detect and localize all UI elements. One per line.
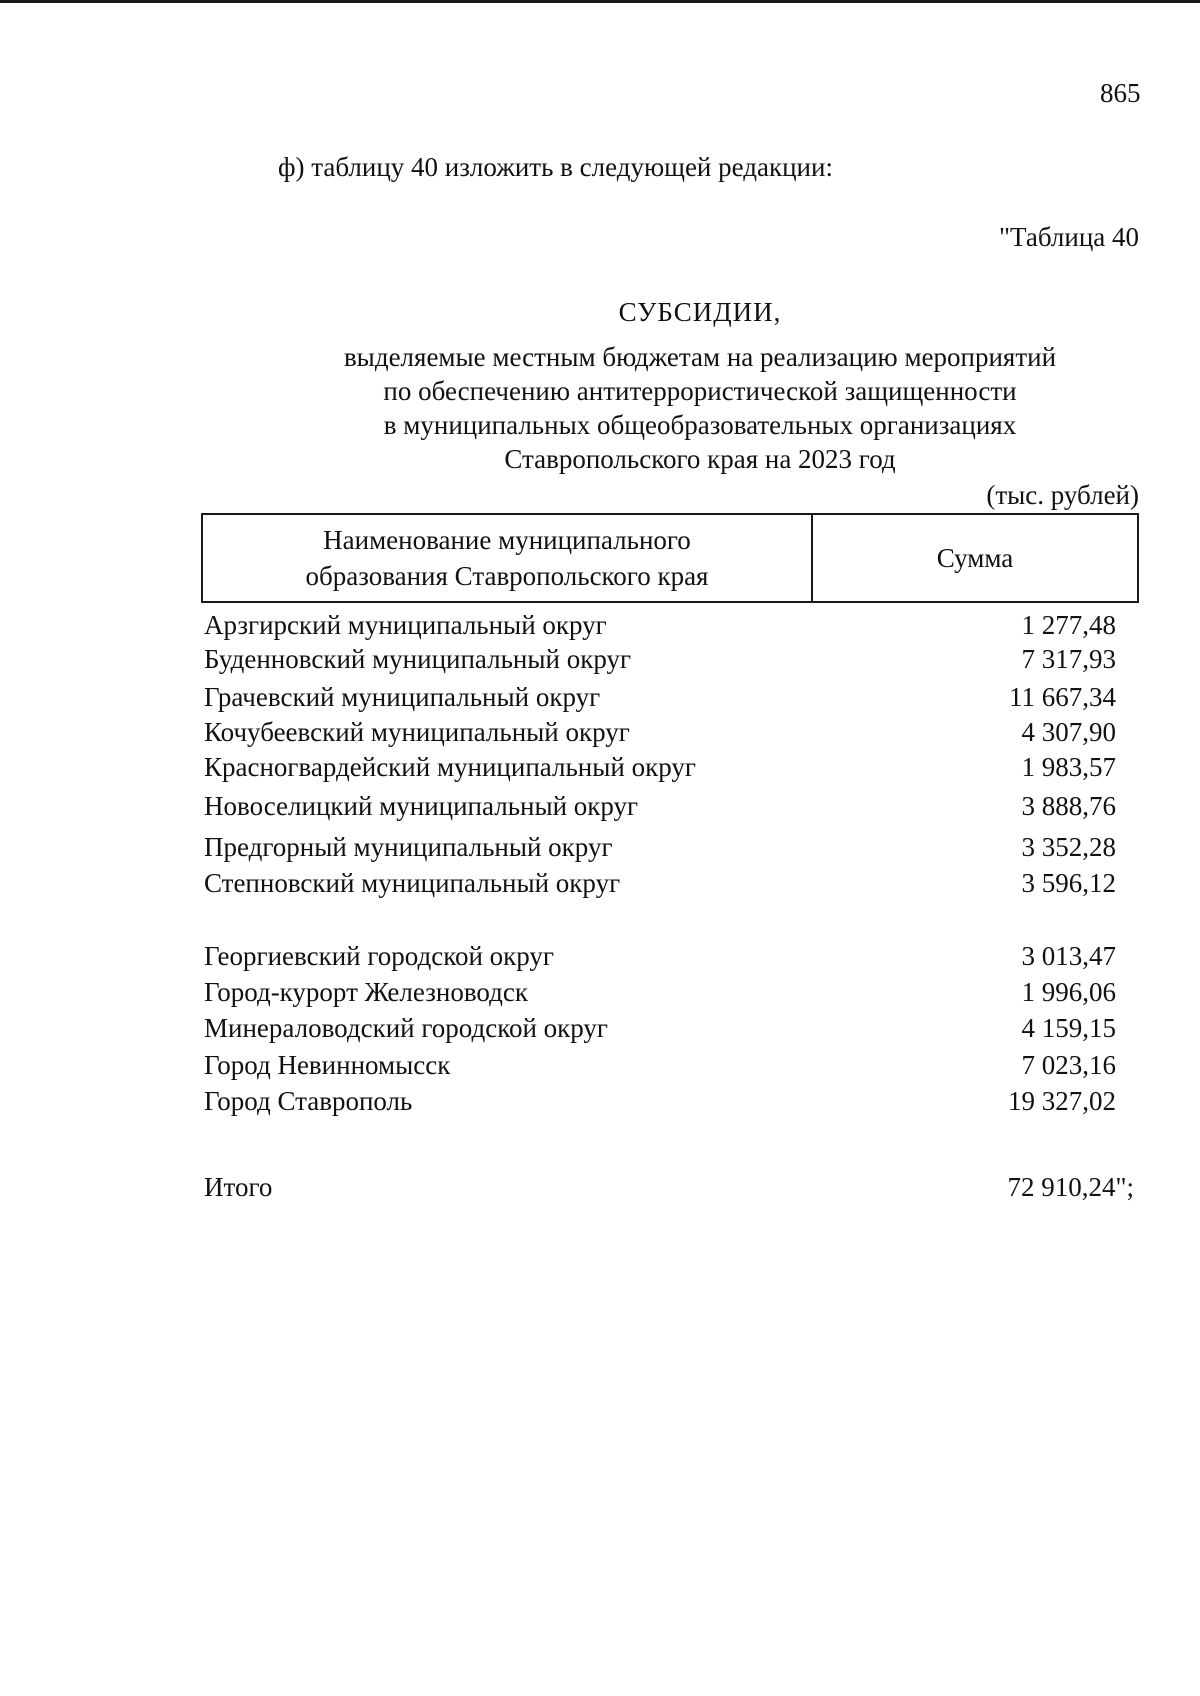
table-row <box>204 788 1116 824</box>
row-name: Минераловодский городской округ <box>204 1013 608 1043</box>
header-name-column <box>203 515 813 601</box>
table-header <box>201 513 1139 603</box>
row-name: Предгорный муниципальный округ <box>204 832 613 862</box>
row-value: 1 277,48 <box>1021 610 1116 640</box>
row-value: 3 013,47 <box>1021 941 1116 971</box>
total-label: Итого <box>204 1172 273 1202</box>
row-value: 7 317,93 <box>1021 644 1116 674</box>
table-row <box>204 974 1116 1010</box>
row-name: Город Ставрополь <box>204 1086 413 1116</box>
row-name: Степновский муниципальный округ <box>204 868 621 898</box>
title-line: в муниципальных общеобразовательных организациях <box>383 410 1017 440</box>
row-name: Новоселицкий муниципальный округ <box>204 791 639 821</box>
title-line: Ставропольского края на 2023 год <box>504 444 896 474</box>
header-name-line: образования Ставропольского края <box>305 561 709 591</box>
table-row <box>204 938 1116 974</box>
table-row <box>204 1083 1116 1119</box>
row-name: Красногвардейский муниципальный округ <box>204 752 696 782</box>
header-name-line: Наименование муниципального <box>323 525 691 555</box>
table-row <box>204 679 1116 715</box>
title-heading: СУБСИДИИ, <box>618 297 782 327</box>
table-label: "Таблица 40 <box>999 222 1139 252</box>
row-value: 4 159,15 <box>1021 1013 1116 1043</box>
row-value: 19 327,02 <box>1008 1086 1116 1116</box>
row-name: Георгиевский городской округ <box>204 941 555 971</box>
row-value: 3 596,12 <box>1021 868 1116 898</box>
row-name: Буденновский муниципальный округ <box>204 644 632 674</box>
table-row <box>204 714 1116 750</box>
row-value: 11 667,34 <box>1009 682 1116 712</box>
row-name: Город Невинномысск <box>204 1050 451 1080</box>
table-row <box>204 641 1116 677</box>
row-name: Кочубеевский муниципальный округ <box>204 717 630 747</box>
table-row <box>204 1010 1116 1046</box>
row-value: 3 888,76 <box>1021 791 1116 821</box>
title-line: по обеспечению антитеррористической защищенности <box>383 376 1017 406</box>
row-name: Город-курорт Железноводск <box>204 977 528 1007</box>
top-edge-rule <box>0 0 1200 3</box>
row-name: Арзгирский муниципальный округ <box>204 610 607 640</box>
page-number: 865 <box>1100 78 1141 108</box>
units-label: (тыс. рублей) <box>986 480 1139 510</box>
table-row <box>204 865 1116 901</box>
table-row <box>204 607 1116 643</box>
header-sum-column: Сумма <box>936 542 1014 573</box>
document-title <box>250 295 1150 476</box>
row-value: 1 983,57 <box>1021 752 1116 782</box>
row-name: Грачевский муниципальный округ <box>204 682 601 712</box>
title-line: выделяемые местным бюджетам на реализацию мероприятий <box>343 342 1057 372</box>
row-value: 3 352,28 <box>1021 832 1116 862</box>
total-value: 72 910,24"; <box>1007 1172 1134 1202</box>
row-value: 7 023,16 <box>1021 1050 1116 1080</box>
total-row <box>204 1169 1134 1205</box>
table-row <box>204 749 1116 785</box>
table-row <box>204 829 1116 865</box>
row-value: 4 307,90 <box>1021 717 1116 747</box>
intro-text: ф) таблицу 40 изложить в следующей редакции: <box>278 152 833 182</box>
row-value: 1 996,06 <box>1021 977 1116 1007</box>
table-row <box>204 1047 1116 1083</box>
